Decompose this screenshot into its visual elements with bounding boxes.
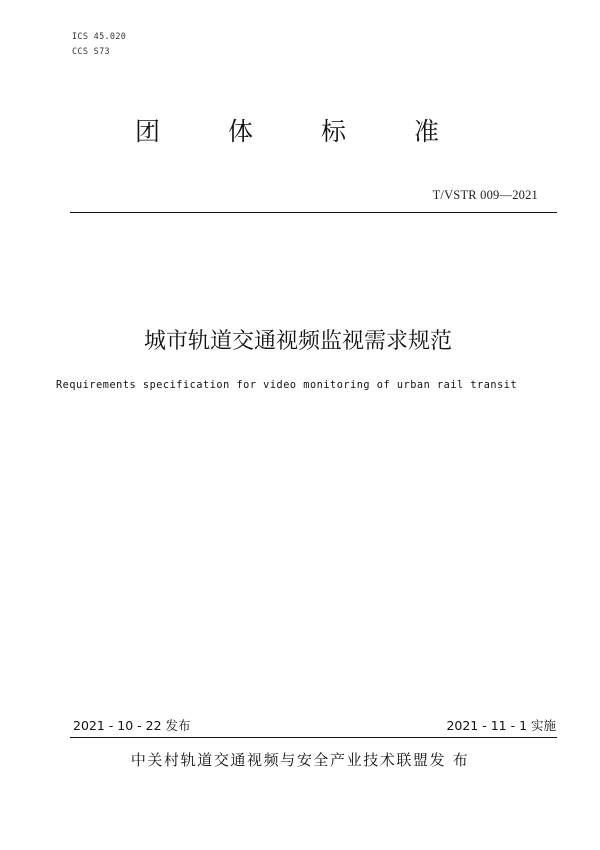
ccs-code: CCS S73 bbox=[72, 47, 110, 57]
standard-type-char: 团 bbox=[135, 117, 161, 146]
standard-type-char: 准 bbox=[414, 117, 440, 146]
implementation-date: 2021 - 11 - 1 实施 bbox=[446, 718, 556, 733]
publisher: 中关村轨道交通视频与安全产业技术联盟发 布 bbox=[130, 751, 470, 769]
header-divider bbox=[70, 212, 557, 213]
standard-number: T/VSTR 009—2021 bbox=[432, 188, 538, 202]
document-title-english: Requirements specification for video monitoring of urban rail transit bbox=[56, 380, 518, 391]
classification-codes bbox=[72, 30, 126, 60]
issue-date: 2021 - 10 - 22 发布 bbox=[73, 718, 191, 733]
standard-type-char: 体 bbox=[228, 117, 254, 146]
ics-code: ICS 45.020 bbox=[72, 32, 127, 42]
standard-type-char: 标 bbox=[321, 117, 347, 146]
document-title-chinese bbox=[0, 327, 600, 357]
document-title-chinese-text: 城市轨道交通视频监视需求规范 bbox=[143, 329, 452, 354]
footer-divider bbox=[70, 737, 557, 738]
standard-type-heading bbox=[0, 116, 600, 148]
